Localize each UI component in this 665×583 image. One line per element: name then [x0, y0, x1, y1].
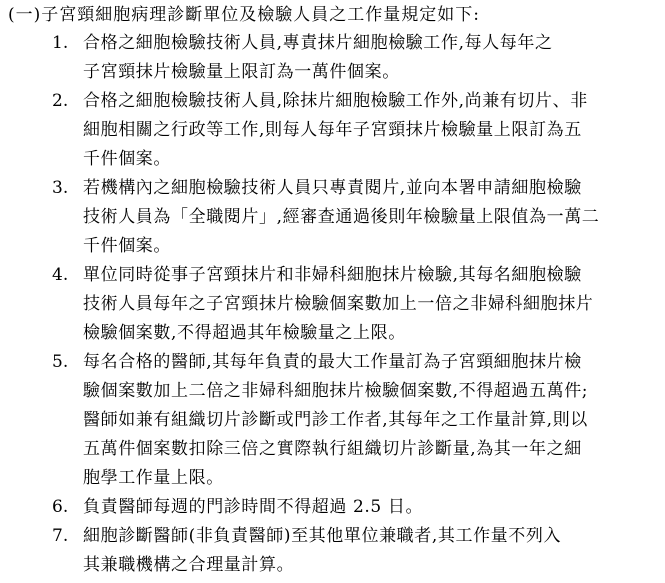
item-line: 單位同時從事子宮頸抹片和非婦科細胞抹片檢驗,其每名細胞檢驗	[83, 265, 582, 285]
item-text	[83, 522, 653, 580]
item-line: 技術人員每年之子宮頸抹片檢驗個案數加上一倍之非婦科細胞抹片	[83, 294, 594, 314]
item-number: 1.	[52, 33, 69, 53]
item-line: 五萬件個案數扣除三倍之實際執行組織切片診斷量,為其一年之細	[83, 439, 582, 459]
item-line: 細胞診斷醫師(非負責醫師)至其他單位兼職者,其工作量不列入	[83, 526, 562, 546]
item-text	[83, 493, 653, 522]
item-text	[83, 87, 653, 174]
item-line: 細胞相關之行政等工作,則每人每年子宮頸抹片檢驗量上限訂為五	[83, 120, 582, 140]
item-line: 千件個案。	[83, 149, 171, 169]
item-line: 合格之細胞檢驗技術人員,專責抹片細胞檢驗工作,每人每年之	[83, 33, 553, 53]
item-line: 負責醫師每週的門診時間不得超過 2.5 日。	[83, 497, 424, 517]
item-line: 驗個案數加上二倍之非婦科細胞抹片檢驗個案數,不得超過五萬件;	[83, 381, 589, 401]
item-line: 若機構內之細胞檢驗技術人員只專責閱片,並向本署申請細胞檢驗	[83, 178, 582, 198]
item-line: 醫師如兼有組織切片診斷或門診工作者,其每年之工作量計算,則以	[83, 410, 588, 430]
item-line: 其兼職機構之合理量計算。	[83, 555, 295, 575]
item-line: 檢驗個案數,不得超過其年檢驗量之上限。	[83, 323, 406, 343]
item-text	[83, 174, 653, 261]
item-line: 子宮頸抹片檢驗量上限訂為一萬件個案。	[83, 62, 400, 82]
item-number: 2.	[52, 91, 69, 111]
item-number: 6.	[52, 497, 69, 517]
item-line: 胞學工作量上限。	[83, 468, 224, 488]
item-number: 7.	[52, 526, 69, 546]
item-line: 每名合格的醫師,其每年負責的最大工作量訂為子宮頸細胞抹片檢	[83, 352, 582, 372]
item-text	[83, 348, 653, 493]
item-text	[83, 29, 653, 87]
item-line: 千件個案。	[83, 236, 171, 256]
item-line: 技術人員為「全職閱片」,經審查通過後則年檢驗量上限值為一萬二	[83, 207, 600, 227]
item-number: 4.	[52, 265, 69, 285]
item-number: 5.	[52, 352, 69, 372]
item-text	[83, 261, 653, 348]
section-heading: (一)子宮頸細胞病理診斷單位及檢驗人員之工作量規定如下:	[8, 5, 480, 25]
item-number: 3.	[52, 178, 69, 198]
item-line: 合格之細胞檢驗技術人員,除抹片細胞檢驗工作外,尚兼有切片、非	[83, 91, 588, 111]
